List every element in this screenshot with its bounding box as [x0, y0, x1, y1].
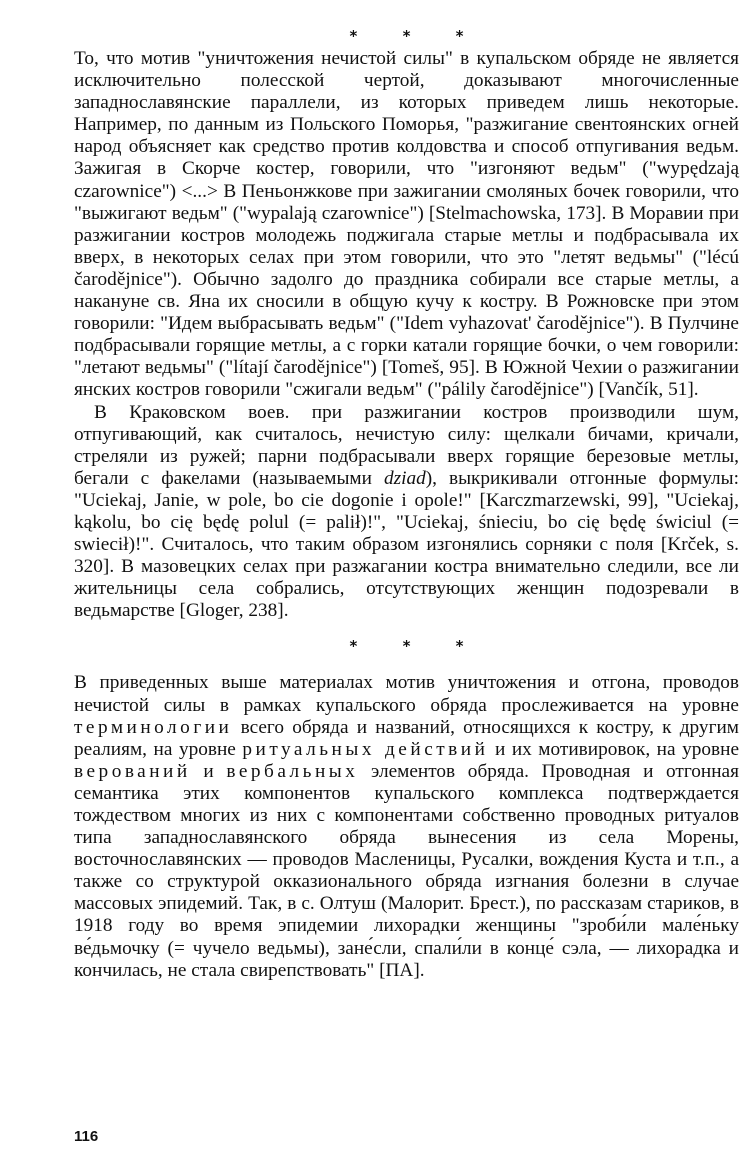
paragraph-3-text-5: элементов обряда. Проводная и отгонная семантика этих компонентов купальского комплекса подтверждается тождеством многих из них с компонентами собственно проводных ритуалов типа западнославянского обряда вынесения из села Морены, восточнославянских — проводов Масленицы, Русалки, вождения Куста и т.п., а также со структурой окказионального обряда изгнания болезни в случае массовых эпидемий. Так, в с. Олтуш (Малорит. Брест.), по рассказам стариков, в 1918 году во время эпидемии лихорадки женщины "зроби́ли мале́ньку ве́дьмочку (= чучело ведьмы), зане́сли, спали́ли в конце́ сэла, — лихорадка и кончилась, не стала свирепствовать" [ПА]. [74, 760, 739, 981]
paragraph-2 [74, 402, 739, 623]
section-separator-top: * * * [349, 27, 484, 45]
page-number: 116 [74, 1128, 99, 1145]
section-separator-middle: * * * [349, 637, 484, 656]
spaced-term-verbal: вербальных [226, 760, 359, 782]
paragraph-2-text-a: В Краковском воев. при разжигании костров производили шум, отпугивающий, как считалось, нечистую силу: щелкали бичами, кричали, стреляли из ружей; парни подбрасывали вверх горящие березовые метлы, бегали с факелами (называемыми [74, 401, 739, 489]
paragraph-3-text-1: В приведенных выше материалах мотив уничтожения и отгона, проводов нечистой силы в рамках купальского обряда прослеживается на уровне [74, 672, 739, 716]
paragraph-1: То, что мотив "уничтожения нечистой силы" в купальском обряде не является исключительно полесской чертой, доказывают многочисленные западнославянские параллели, из которых приведем лишь некоторые. Например, по данным из Польского Поморья, "разжигание свентоянских огней народ объясняет как средство против колдовства и способ отпугивания ведьм. Зажигая в Скорче костер, говорили, что "изгоняют ведьм" ("wypędzają czarownice") <...> В Пеньонжкове при зажигании смоляных бочек говорили, что "выжигают ведьм" ("wypalają czarownice") [Stelmachowska, 173]. В Моравии при разжигании костров молодежь поджигала старые метлы и подбрасывала их вверх, в некоторых селах при этом говорили, что это "летят ведьмы" ("lécú čarodějnice"). Обычно задолго до праздника собирали все старые метлы, а накануне св. Яна их сносили в общую кучу к костру. В Рожновске при этом говорили: "Идем выбрасывать ведьм" ("Idem vyhazovat' čarodějnice"). В Пулчине подбрасывали горящие метлы, а с горки катали горящие бочки, о чем говорили: "летают ведьмы" ("lítají čarodějnice") [Tomeš, 95]. В Южной Чехии о разжигании янских костров говорили "сжигали ведьм" ("pálily čarodějnice") [Vančík, 51]. [74, 48, 739, 401]
paragraph-3-text-3: и их мотивировок, на уровне [488, 738, 740, 760]
page-body [74, 24, 739, 982]
spaced-term-terminology: терминологии [74, 716, 233, 738]
paragraph-3-text-4: и [190, 760, 227, 782]
paragraph-3 [74, 672, 739, 981]
paragraph-2-text-b: ), выкрикивали отгонные формулы: "Uciekaj, Janie, w pole, bo cie dogonie i opole!" [Karczmarzewski, 99], "Uciekaj, kąkolu, bo cię będę polul (= palił)!", "Uciekaj, śnieciu, bo cię będę świciul (= swiecił)!". Считалось, что таким образом изгонялись сорняки с поля [Krček, s. 320]. В мазовецких селах при разжагании костра внимательно следили, все ли жительницы села собрались, отсутствующих женщин подозревали в ведьмарстве [Gloger, 238]. [74, 467, 739, 622]
paragraph-3-text-2: всего обряда и названий, относящихся к костру, к другим реалиям, на уровне [74, 716, 739, 760]
spaced-term-beliefs: верований [74, 760, 191, 782]
spaced-term-ritual-actions: ритуальных действий [242, 738, 489, 760]
paragraph-2-italic-term: dziad [383, 467, 426, 489]
